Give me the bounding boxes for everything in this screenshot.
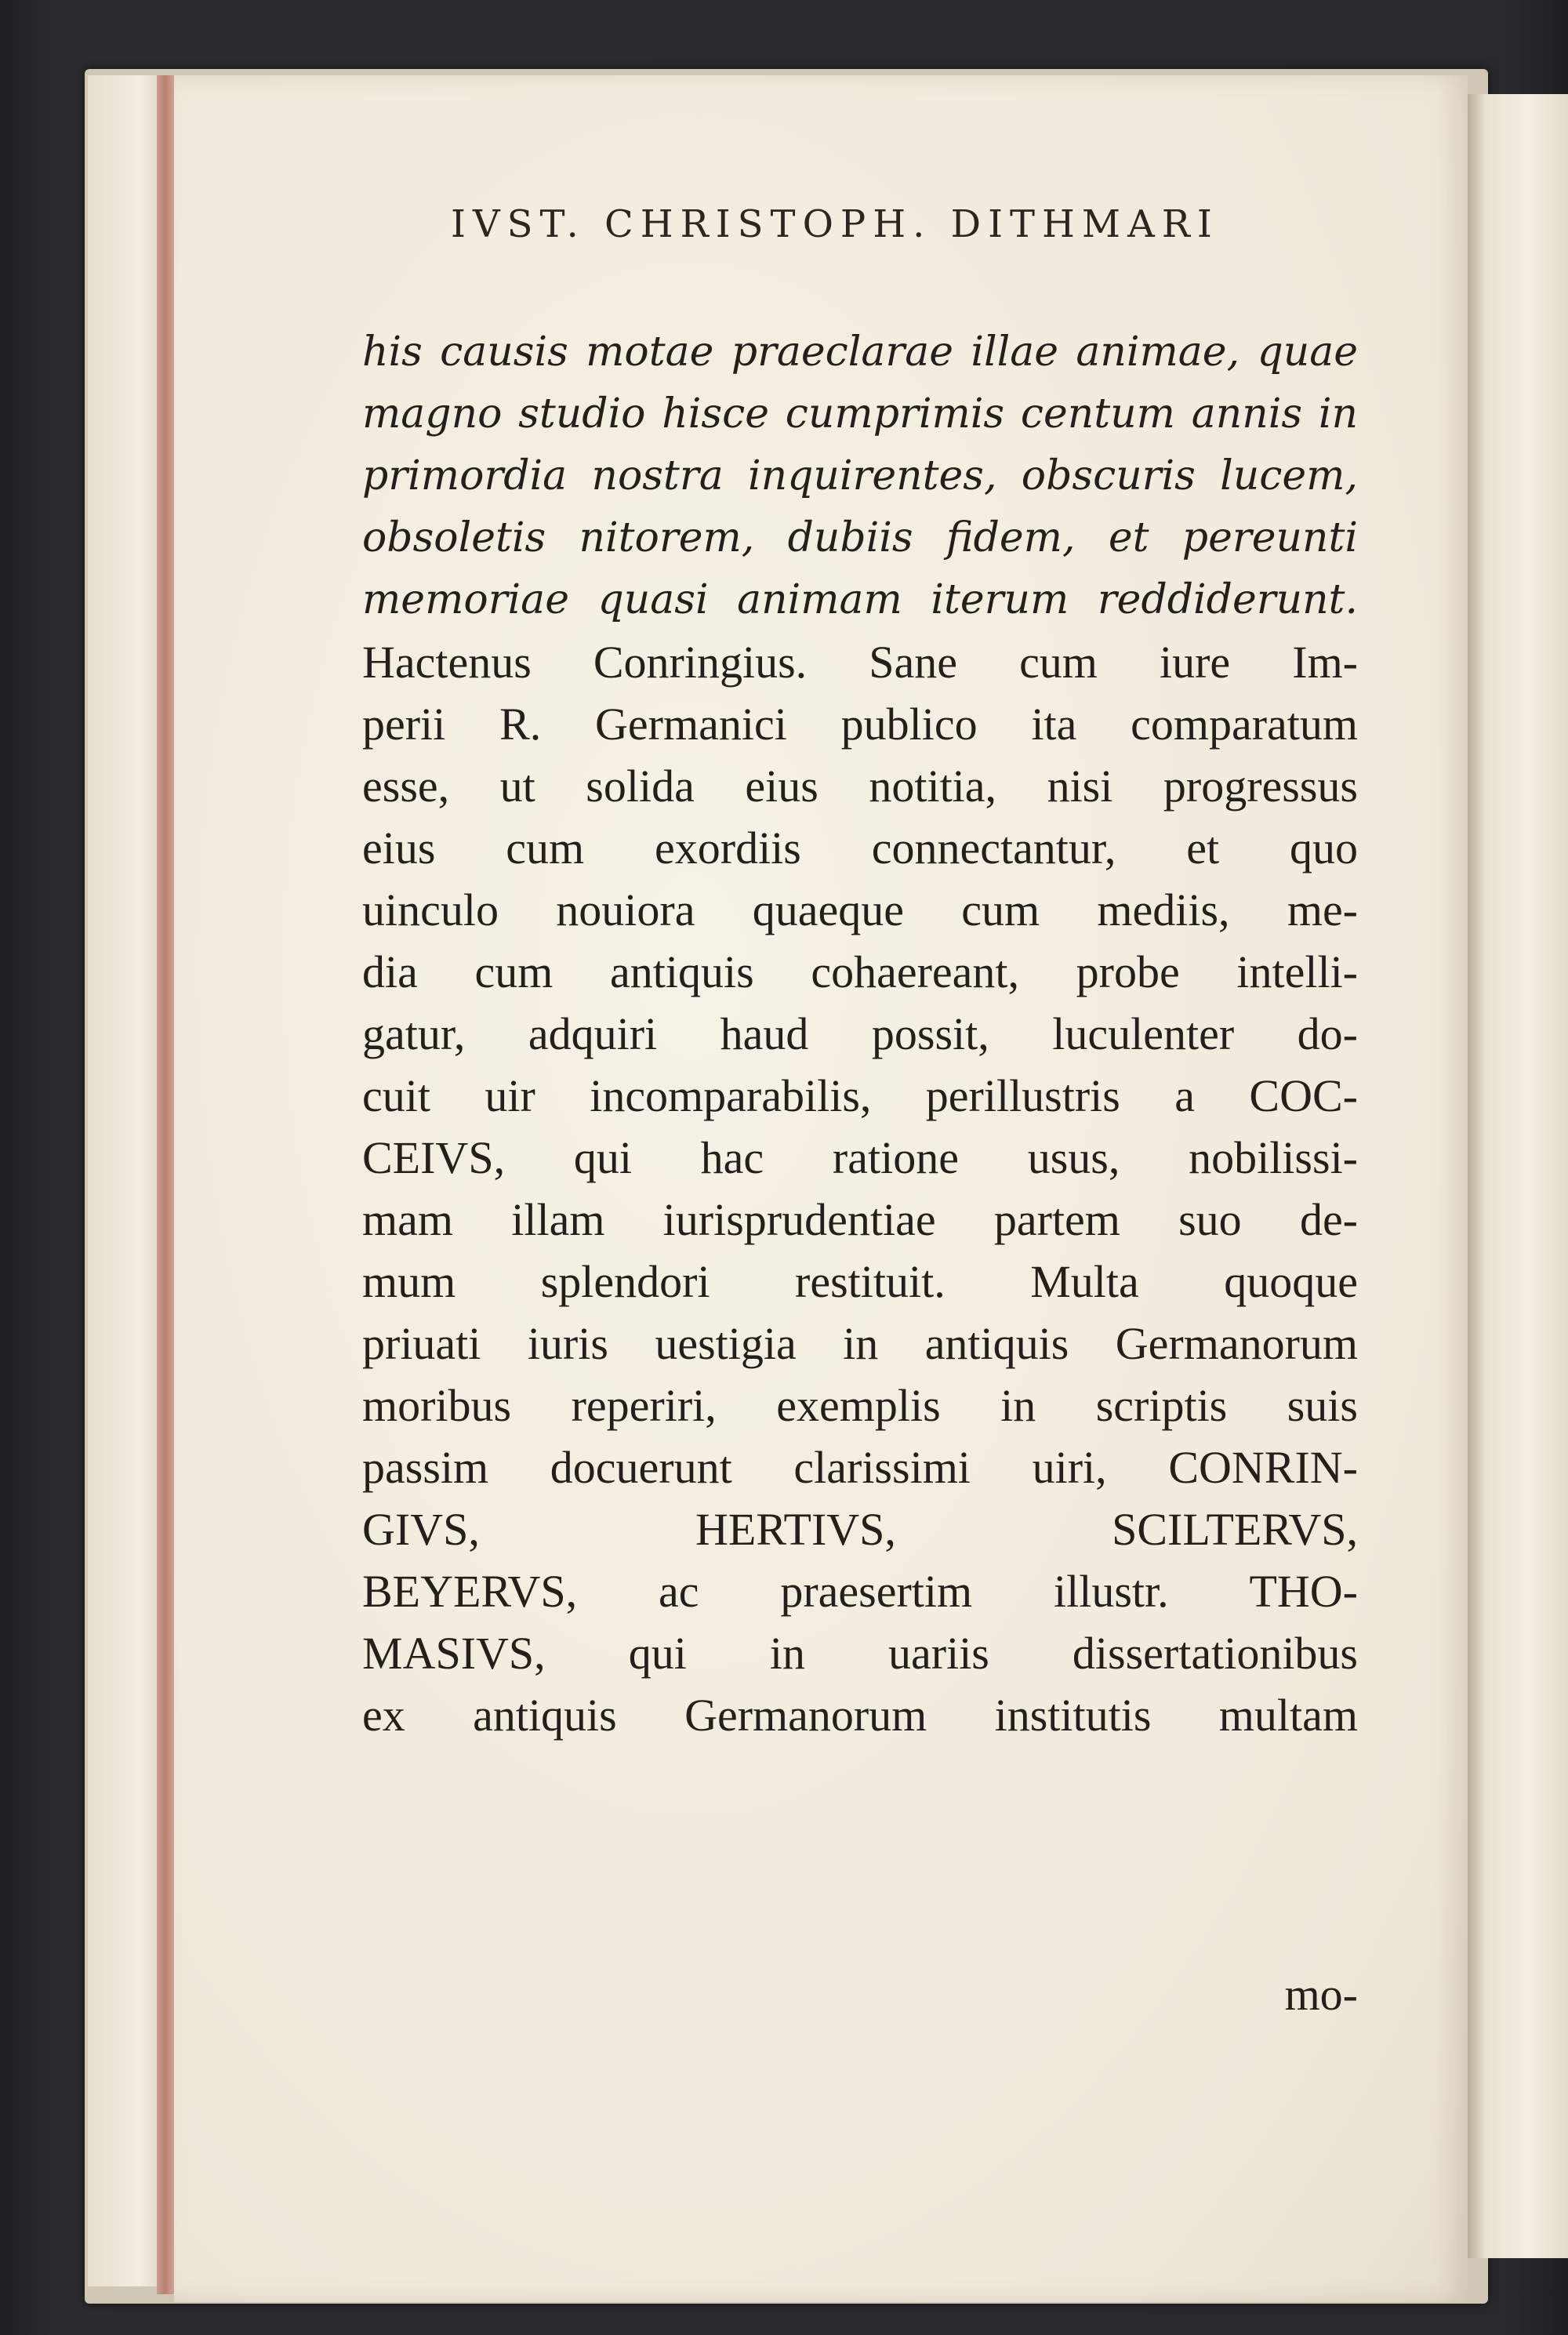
text-line: uinculo nouiora quaeque cum mediis, me- bbox=[362, 884, 1358, 935]
text-line: perii R. Germanici publico ita comparatum bbox=[362, 699, 1358, 750]
text-line: passim docuerunt clarissimi uiri, CONRIN- bbox=[362, 1442, 1358, 1493]
text-line: BEYERVS, ac praesertim illustr. THO- bbox=[362, 1566, 1358, 1617]
right-facing-leaf bbox=[1468, 94, 1568, 2258]
text-line: moribus reperiri, exemplis in scriptis suis bbox=[362, 1380, 1358, 1431]
text-line: MASIVS, qui in uariis dissertationibus bbox=[362, 1628, 1358, 1679]
text-line: mam illam iurisprudentiae partem suo de- bbox=[362, 1194, 1358, 1245]
text-line: obsoletis nitorem, dubiis fidem, et pereunti bbox=[362, 514, 1358, 561]
text-line: GIVS, HERTIVS, SCILTERVS, bbox=[362, 1504, 1358, 1555]
text-line: esse, ut solida eius notitia, nisi progressus bbox=[362, 761, 1358, 812]
text-line: ex antiquis Germanorum institutis multam bbox=[362, 1690, 1358, 1741]
text-line: priuati iuris uestigia in antiquis Germanorum bbox=[362, 1318, 1358, 1369]
text-line: cuit uir incomparabilis, perillustris a COC- bbox=[362, 1070, 1358, 1121]
text-line: Hactenus Conringius. Sane cum iure Im- bbox=[362, 637, 1358, 688]
text-line: memoriae quasi animam iterum reddiderunt. bbox=[362, 576, 1358, 623]
text-line: gatur, adquiri haud possit, luculenter do- bbox=[362, 1008, 1358, 1059]
text-line: his causis motae praeclarae illae animae, quae bbox=[362, 329, 1358, 376]
text-line: CEIVS, qui hac ratione usus, nobilissi- bbox=[362, 1132, 1358, 1183]
text-line: mum splendori restituit. Multa quoque bbox=[362, 1256, 1358, 1307]
catchword: mo- bbox=[1284, 1969, 1358, 2020]
page-text-block bbox=[362, 321, 1358, 2020]
text-line: eius cum exordiis connectantur, et quo bbox=[362, 823, 1358, 873]
text-line: primordia nostra inquirentes, obscuris lucem, bbox=[362, 452, 1358, 499]
text-line: magno studio hisce cumprimis centum annis in bbox=[362, 390, 1358, 438]
text-line: dia cum antiquis cohaereant, probe intelli- bbox=[362, 946, 1358, 997]
running-header: IVST. CHRISTOPH. DITHMARI bbox=[451, 202, 1219, 246]
